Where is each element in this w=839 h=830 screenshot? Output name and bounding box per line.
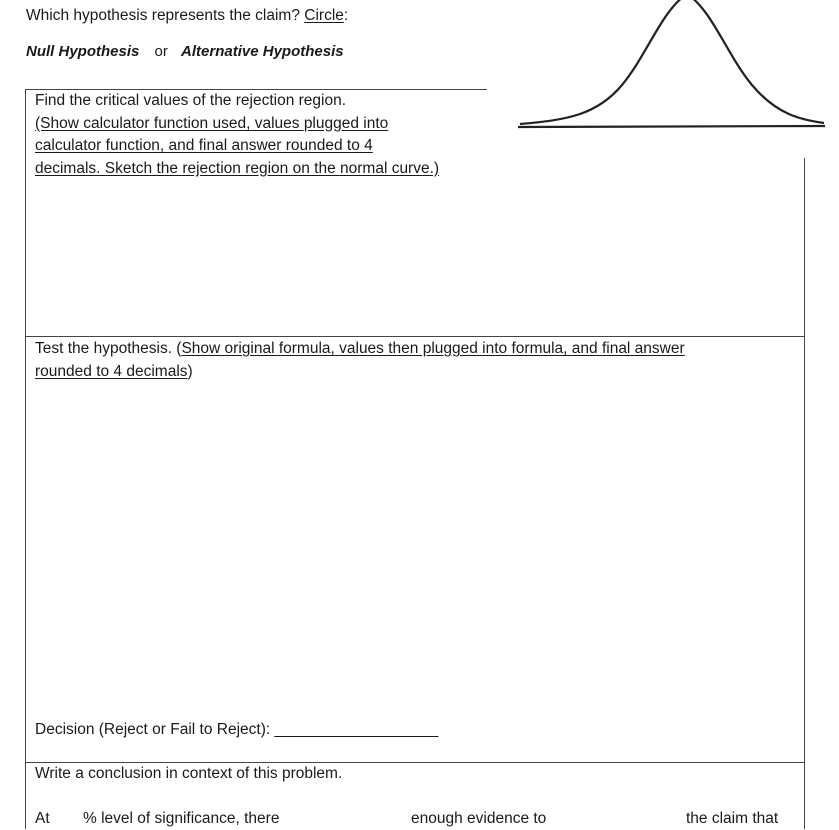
test-instruction-line-1 xyxy=(35,338,685,361)
table-left-border xyxy=(25,89,26,829)
null-hypothesis-choice[interactable]: Null Hypothesis xyxy=(26,43,140,60)
table-right-border xyxy=(804,158,805,829)
normal-curve-baseline xyxy=(518,126,825,127)
critical-instruction-line-1: (Show calculator function used, values plugged into xyxy=(35,114,389,132)
alternative-hypothesis-choice[interactable]: Alternative Hypothesis xyxy=(181,43,344,60)
decision-prompt[interactable]: Decision (Reject or Fail to Reject): ___________________ xyxy=(35,721,439,738)
claim-question-suffix: : xyxy=(343,7,349,24)
critical-values-heading: Find the critical values of the rejection region. xyxy=(35,92,347,109)
circle-instruction: Circle xyxy=(304,7,344,24)
conclusion-sentence-evidence: enough evidence to xyxy=(411,810,547,827)
normal-curve-path xyxy=(520,0,824,124)
conclusion-sentence-claim: the claim that xyxy=(686,810,779,827)
claim-question-prefix: Which hypothesis represents the claim? xyxy=(26,7,305,24)
critical-instruction-line-2: calculator function, and final answer rounded to 4 xyxy=(35,137,373,154)
row-divider-test xyxy=(25,336,805,337)
critical-values-section xyxy=(35,90,439,180)
critical-instruction-line-3: decimals. Sketch the rejection region on the normal curve.) xyxy=(35,159,440,177)
test-close: ) xyxy=(187,362,193,380)
conclusion-sentence-at: At xyxy=(35,810,50,827)
test-hypothesis-section xyxy=(35,338,685,383)
test-instruction-part-1: Show original formula, values then plugged into formula, and final answer xyxy=(181,340,685,357)
test-instruction-line-2 xyxy=(35,361,685,384)
normal-curve-sketch xyxy=(512,0,839,140)
hypothesis-choices xyxy=(26,43,344,61)
conclusion-sentence-level: % level of significance, there xyxy=(83,810,280,827)
claim-question xyxy=(26,6,348,26)
test-lead: Test the hypothesis. ( xyxy=(35,340,182,357)
or-separator: or xyxy=(154,43,168,60)
test-instruction-part-2: rounded to 4 decimals xyxy=(35,362,188,380)
conclusion-heading: Write a conclusion in context of this problem. xyxy=(35,765,343,782)
